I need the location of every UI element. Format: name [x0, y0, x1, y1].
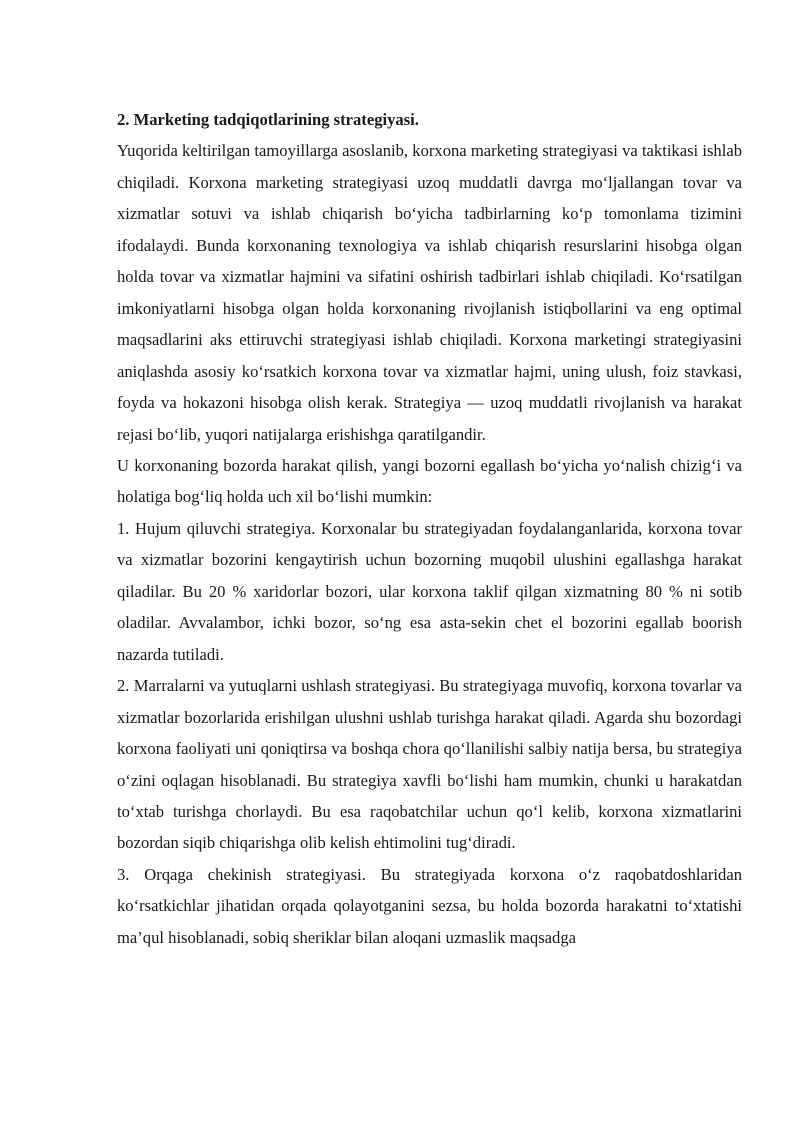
paragraph-holding-strategy: 2. Marralarni va yutuqlarni ushlash strategiyasi. Bu strategiyaga muvofiq, korxona tovarlar va xizmatlar bozorlarida erishilgan ulushni ushlab turishga harakat qiladi. Agarda shu bozordagi korxona faoliyati uni qoniqtirsa va boshqa chora qo‘llanilishi salbiy natija bersa, bu strategiya o‘zini oqlagan hisoblanadi. Bu strategiya xavfli bo‘lishi ham mumkin, chunki u harakatdan to‘xtab turishga chorlaydi. Bu esa raqobatchilar uchun qo‘l kelib, korxona xizmatlarini bozordan siqib chiqarishga olib kelish ehtimolini tug‘diradi.: [117, 676, 742, 853]
paragraph-strategy-intro: Yuqorida keltirilgan tamoyillarga asoslanib, korxona marketing strategiyasi va taktikasi ishlab chiqiladi. Korxona marketing strategiyasi uzoq muddatli davrga mo‘ljallangan tovar va xizmatlar sotuvi va ishlab chiqarish bo‘yicha tadbirlarning ko‘p tomonlama tizimini ifodalaydi. Bunda korxonaning texnologiya va ishlab chiqarish resurslarini hisobga olgan holda tovar va xizmatlar hajmini va sifatini oshirish tadbirlari ishlab chiqiladi. Ko‘rsatilgan imkoniyatlarni hisobga olgan holda korxonaning rivojlanish istiqbollarini va eng optimal maqsadlarini aks ettiruvchi strategiyasi ishlab chiqiladi. Korxona marketingi strategiyasini aniqlashda asosiy ko‘rsatkich korxona tovar va xizmatlar hajmi, uning ulush, foiz stavkasi, foyda va hokazoni hisobga olish kerak. Strategiya — uzoq muddatli rivojlanish va harakat rejasi bo‘lib, yuqori natijalarga erishishga qaratilgandir.: [117, 141, 742, 444]
section-heading: 2. Marketing tadqiqotlarining strategiyasi.: [117, 110, 419, 129]
paragraph-three-types: U korxonaning bozorda harakat qilish, yangi bozorni egallash bo‘yicha yo‘nalish chizig‘i va holatiga bog‘liq holda uch xil bo‘lishi mumkin:: [117, 455, 742, 507]
document-body: [117, 104, 742, 953]
paragraph-attack-strategy: 1. Hujum qiluvchi strategiya. Korxonalar bu strategiyadan foydalanganlarida, korxona tovar va xizmatlar bozorini kengaytirish uchun bozorning muqobil ulushini egallashga harakat qiladilar. Bu 20 % xaridorlar bozori, ular korxona taklif qilgan xizmatning 80 % ni sotib oladilar. Avvalambor, ichki bozor, so‘ng esa asta-sekin chet el bozorini egallab boorish nazarda tutiladi.: [117, 518, 742, 664]
paragraph-retreat-strategy: 3. Orqaga chekinish strategiyasi. Bu strategiyada korxona o‘z raqobatdoshlaridan ko‘rsatkichlar jihatidan orqada qolayotganini sezsa, bu holda bozorda harakatni to‘xtatishi ma’qul hisoblanadi, sobiq sheriklar bilan aloqani uzmaslik maqsadga: [117, 864, 742, 947]
